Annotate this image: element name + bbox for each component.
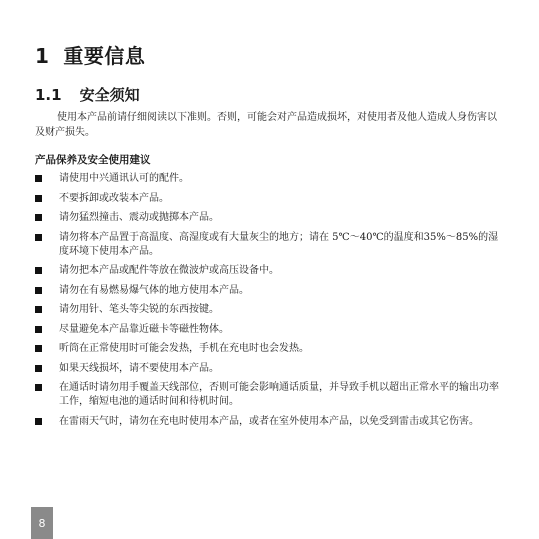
- list-item-text: 请使用中兴通讯认可的配件。: [59, 173, 189, 184]
- section-number: 1.1: [35, 86, 62, 104]
- square-bullet-icon: [35, 418, 42, 425]
- list-item: [35, 362, 500, 376]
- square-bullet-icon: [35, 234, 42, 241]
- list-item-text: 听筒在正常使用时可能会发热，手机在充电时也会发热。: [59, 343, 309, 354]
- list-item: [35, 342, 500, 356]
- square-bullet-icon: [35, 384, 42, 391]
- section-title: 安全须知: [79, 86, 140, 104]
- list-item: [35, 381, 500, 409]
- square-bullet-icon: [35, 306, 42, 313]
- square-bullet-icon: [35, 287, 42, 294]
- subsection-heading: 产品保养及安全使用建议: [35, 154, 151, 166]
- list-item-text: 请勿用针、笔头等尖锐的东西按键。: [59, 304, 219, 315]
- square-bullet-icon: [35, 365, 42, 372]
- list-item: [35, 211, 500, 225]
- safety-list: [35, 172, 500, 434]
- section-heading: [35, 84, 140, 105]
- square-bullet-icon: [35, 345, 42, 352]
- list-item-text: 尽量避免本产品靠近磁卡等磁性物体。: [59, 323, 229, 335]
- square-bullet-icon: [35, 175, 42, 182]
- square-bullet-icon: [35, 195, 42, 202]
- square-bullet-icon: [35, 267, 42, 274]
- list-item: [35, 192, 500, 206]
- list-item-text: 请勿把本产品或配件等放在微波炉或高压设备中。: [59, 265, 279, 276]
- list-item-text: 请勿在有易燃易爆气体的地方使用本产品。: [59, 284, 249, 296]
- intro-paragraph: 使用本产品前请仔细阅读以下准则。否则，可能会对产品造成损坏，对使用者及他人造成人身伤害以及财产损失。: [35, 112, 497, 138]
- list-item-text: 在雷雨天气时，请勿在充电时使用本产品，或者在室外使用本产品，以免受到雷击或其它伤害。: [59, 415, 479, 427]
- list-item: [35, 415, 500, 429]
- list-item: [35, 303, 500, 317]
- chapter-number: 1: [35, 44, 50, 68]
- square-bullet-icon: [35, 326, 42, 333]
- list-item-text: 请勿猛烈撞击、震动或抛掷本产品。: [59, 212, 219, 223]
- list-item-text: 如果天线损坏，请不要使用本产品。: [59, 362, 219, 374]
- list-item-text: 请勿将本产品置于高温度、高湿度或有大量灰尘的地方；请在 5℃～40℃的温度和35%～85%的湿度环境下使用本产品。: [59, 231, 499, 257]
- list-item: [35, 323, 500, 337]
- list-item: [35, 231, 500, 259]
- list-item: [35, 264, 500, 278]
- page-number-tab: [31, 507, 53, 539]
- square-bullet-icon: [35, 214, 42, 221]
- chapter-heading: [35, 40, 145, 69]
- list-item: [35, 172, 500, 186]
- list-item-text: 在通话时请勿用手覆盖天线部位，否则可能会影响通话质量，并导致手机以超出正常水平的输出功率工作，缩短电池的通话时间和待机时间。: [59, 382, 499, 407]
- list-item-text: 不要拆卸或改装本产品。: [59, 192, 169, 204]
- page-number: 8: [38, 517, 46, 530]
- list-item: [35, 284, 500, 298]
- chapter-title: 重要信息: [63, 44, 146, 68]
